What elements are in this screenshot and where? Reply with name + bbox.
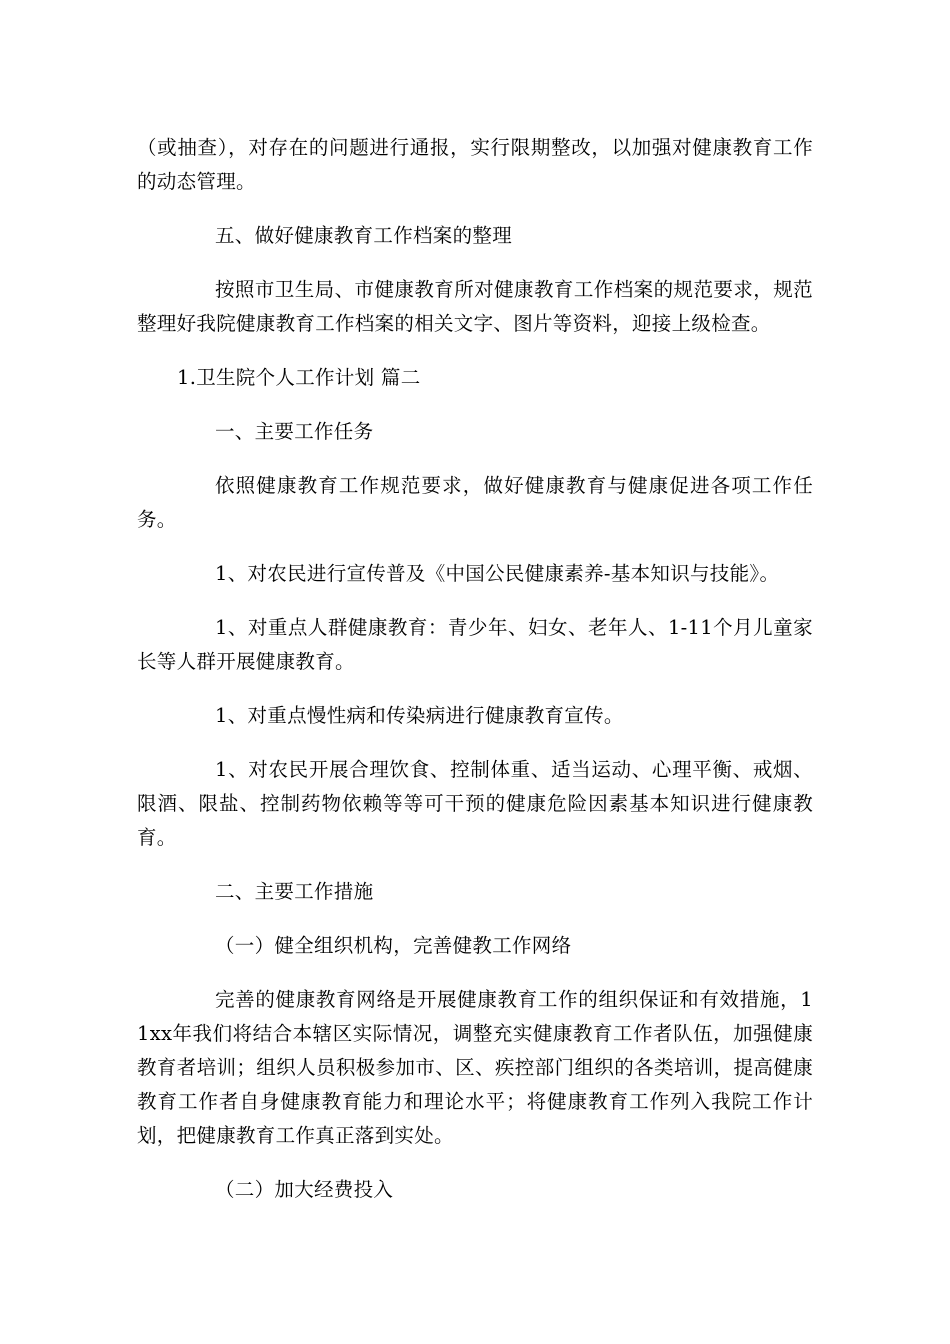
list-item-2: 1、对重点人群健康教育：青少年、妇女、老年人、1-11个月儿童家长等人群开展健康教育。 [137, 616, 813, 673]
subsection-heading-1: （一）健全组织机构，完善健教工作网络 [215, 934, 572, 957]
paragraph-gap [137, 199, 813, 219]
paragraph-gap [137, 1153, 813, 1173]
paragraph-gap [137, 733, 813, 753]
list-item-1: 1、对农民进行宣传普及《中国公民健康素养-基本知识与技能》。 [215, 562, 780, 585]
paragraph-gap [137, 537, 813, 557]
paragraph-gap [137, 963, 813, 983]
subsection-heading-2: （二）加大经费投入 [215, 1178, 394, 1201]
paragraph-gap [137, 395, 813, 415]
paragraph-gap [137, 855, 813, 875]
section-heading-1: 一、主要工作任务 [215, 420, 374, 443]
paragraph-gap [137, 449, 813, 469]
paragraph-1: （或抽查），对存在的问题进行通报，实行限期整改，以加强对健康教育工作的动态管理。 [137, 136, 813, 193]
list-item-3: 1、对重点慢性病和传染病进行健康教育宣传。 [215, 704, 624, 727]
list-item-4: 1、对农民开展合理饮食、控制体重、适当运动、心理平衡、戒烟、限酒、限盐、控制药物依赖等等可干预的健康危险因素基本知识进行健康教育。 [137, 758, 813, 849]
paragraph-6: 依照健康教育工作规范要求，做好健康教育与健康促进各项工作任务。 [137, 474, 813, 531]
paragraph-13: 完善的健康教育网络是开展健康教育工作的组织保证和有效措施，11xx年我们将结合本辖区实际情况，调整充实健康教育工作者队伍，加强健康教育者培训；组织人员积极参加市、区、疾控部门组织的各类培训，提高健康教育工作者自身健康教育能力和理论水平；将健康教育工作列入我院工作计划，把健康教育工作真正落到实处。 [137, 988, 813, 1147]
paragraph-3: 按照市卫生局、市健康教育所对健康教育工作档案的规范要求，规范整理好我院健康教育工作档案的相关文字、图片等资料，迎接上级检查。 [137, 278, 813, 335]
paragraph-gap [137, 679, 813, 699]
part-title: 1.卫生院个人工作计划 篇二 [177, 366, 421, 389]
paragraph-gap [137, 341, 813, 361]
paragraph-gap [137, 591, 813, 611]
document-page [137, 131, 813, 1207]
section-heading-5: 五、做好健康教育工作档案的整理 [215, 224, 513, 247]
paragraph-gap [137, 909, 813, 929]
section-heading-2: 二、主要工作措施 [215, 880, 374, 903]
paragraph-gap [137, 253, 813, 273]
